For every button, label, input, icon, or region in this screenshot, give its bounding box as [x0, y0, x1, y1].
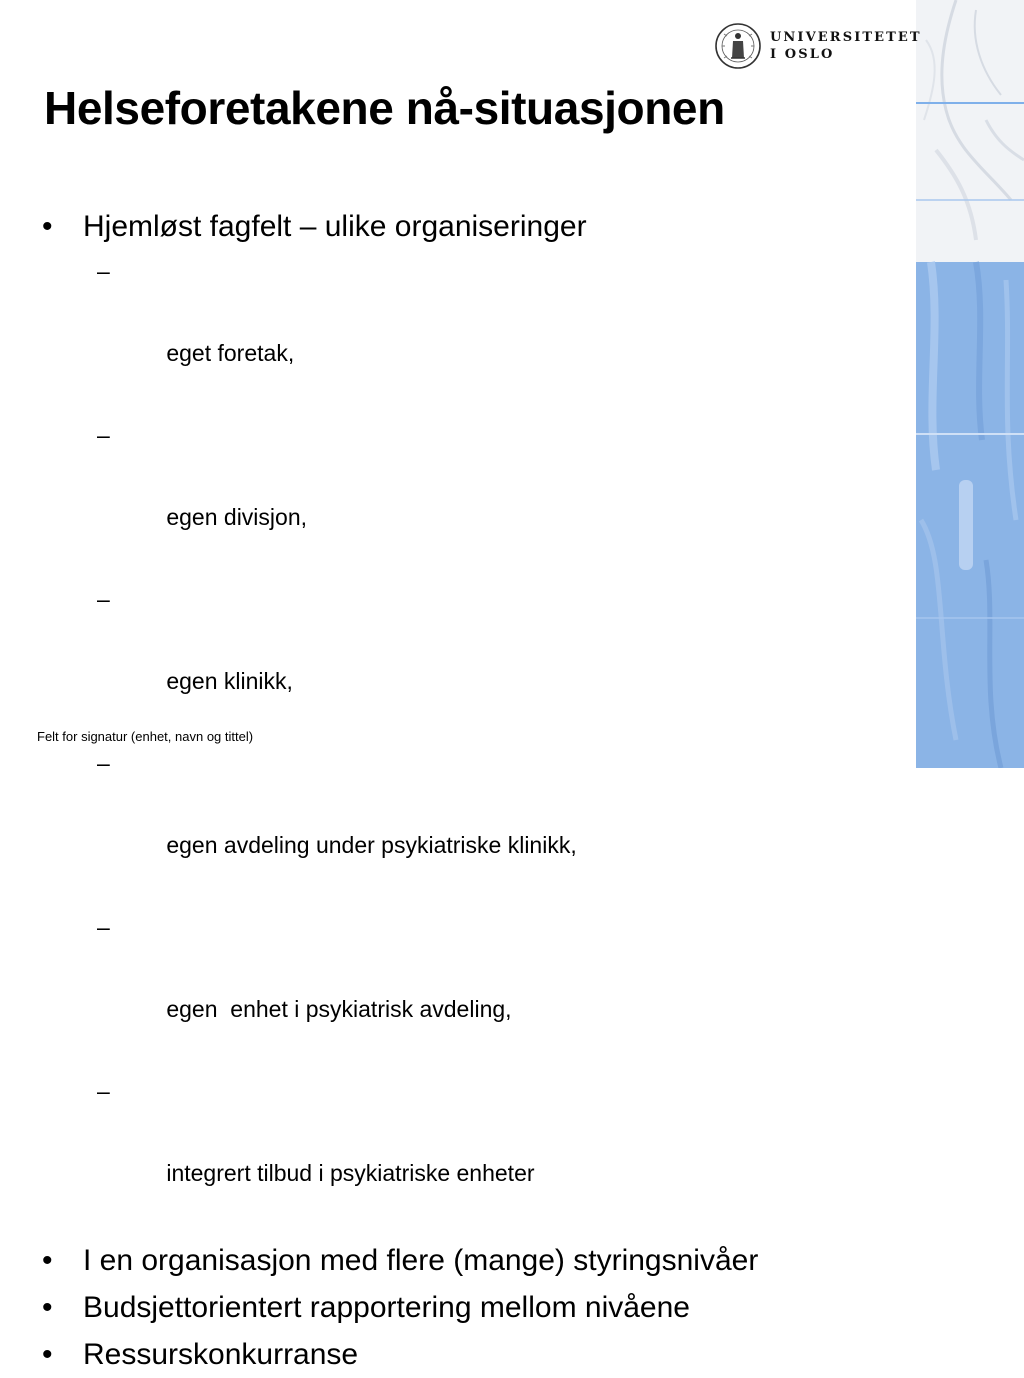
bullet-item: [42, 1237, 902, 1284]
bullet-marker: •: [42, 1291, 53, 1324]
bullet-marker: •: [42, 1338, 53, 1371]
bullet-text: Hjemløst fagfelt – ulike organiseringer: [83, 210, 587, 243]
bullet-item: [42, 1284, 902, 1331]
university-logo: [714, 22, 922, 70]
sub-marker: –: [97, 1078, 110, 1104]
sub-marker: –: [97, 422, 110, 448]
bullet-text: Ressurskonkurranse: [83, 1338, 359, 1371]
bullet-list: [42, 203, 902, 1378]
sub-text: egen avdeling under psykiatriske klinikk,: [166, 832, 577, 858]
sub-item: [42, 251, 902, 415]
sub-marker: –: [97, 750, 110, 776]
side-panel-artwork: [916, 0, 1024, 768]
logo-text-line2: I OSLO: [770, 47, 835, 62]
slide-title: Helseforetakene nå-situasjonen: [44, 82, 725, 134]
bullet-text: Budsjettorientert rapportering mellom nivåene: [83, 1291, 690, 1324]
decorative-side-panel: [916, 0, 1024, 768]
sub-marker: –: [97, 914, 110, 940]
university-seal-icon: [714, 22, 762, 70]
sub-text: egen enhet i psykiatrisk avdeling,: [166, 996, 512, 1022]
signature-field: Felt for signatur (enhet, navn og tittel): [37, 729, 254, 744]
sub-item: [42, 415, 902, 579]
sub-item: [42, 907, 902, 1071]
bullet-item: [42, 203, 902, 250]
sub-marker: –: [97, 586, 110, 612]
sub-text: egen divisjon,: [166, 504, 307, 530]
sub-text: eget foretak,: [166, 340, 295, 366]
bullet-item: [42, 1331, 902, 1378]
logo-text-line1: UNIVERSITETET: [770, 30, 922, 45]
bullet-marker: •: [42, 1244, 53, 1277]
bullet-text: I en organisasjon med flere (mange) styringsnivåer: [83, 1244, 759, 1277]
sub-text: egen klinikk,: [166, 668, 293, 694]
sub-item: [42, 579, 902, 743]
bullet-marker: •: [42, 210, 53, 243]
sub-item: [42, 1071, 902, 1235]
sub-text: integrert tilbud i psykiatriske enheter: [166, 1160, 535, 1186]
sub-marker: –: [97, 258, 110, 284]
